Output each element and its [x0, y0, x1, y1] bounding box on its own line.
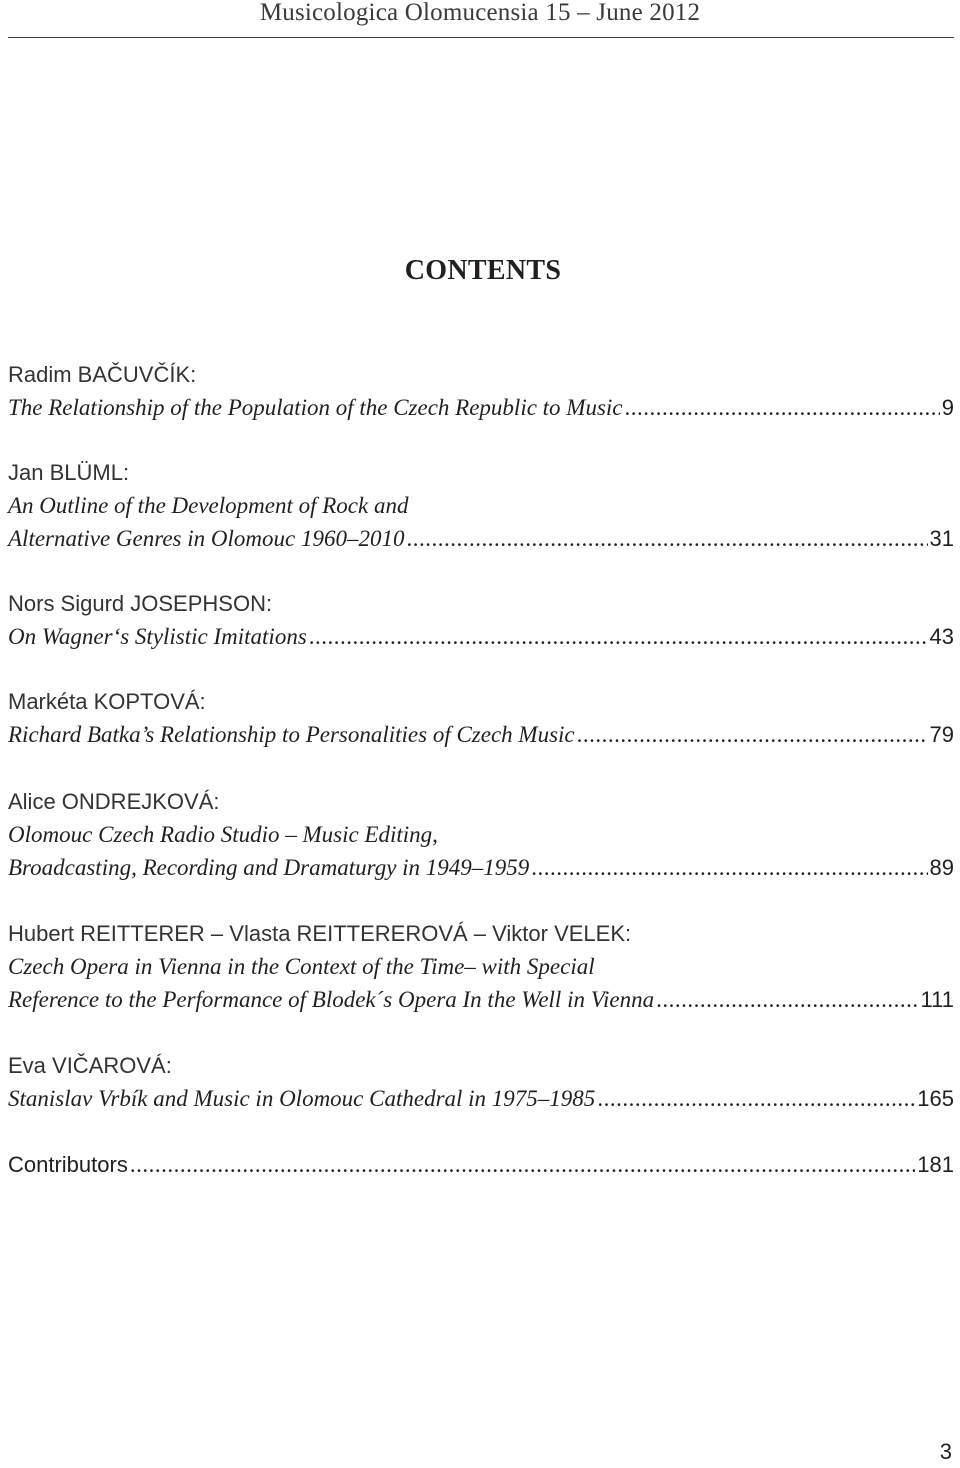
toc-title-line: [8, 522, 954, 555]
toc-author: Eva VIČAROVÁ:: [8, 1053, 172, 1078]
toc-entry: [8, 1049, 954, 1115]
toc-title: An Outline of the Development of Rock and: [8, 493, 409, 518]
toc-title-line: [8, 718, 954, 751]
toc-page-number: 79: [929, 722, 954, 747]
toc-title-line: [8, 1148, 954, 1181]
toc-page-number: 111: [920, 987, 954, 1012]
toc-title: Stanislav Vrbík and Music in Olomouc Cathedral in 1975–1985: [8, 1086, 596, 1111]
toc-entry: [8, 587, 954, 653]
toc-entry: [8, 358, 954, 424]
toc-page-number: 89: [929, 855, 954, 880]
toc-title: Broadcasting, Recording and Dramaturgy in 1949–1959: [8, 855, 530, 880]
toc-page-number: 165: [917, 1086, 954, 1111]
toc-entry: [8, 785, 954, 884]
toc-entry-contributors: [8, 1148, 954, 1181]
toc-author: Nors Sigurd JOSEPHSON:: [8, 591, 273, 616]
toc-title-line: [8, 983, 954, 1016]
toc-title: Olomouc Czech Radio Studio – Music Editing,: [8, 822, 438, 847]
toc-page-number: 43: [929, 624, 954, 649]
toc-title-line: [8, 1082, 954, 1115]
toc-page-number: 9: [941, 395, 954, 420]
toc-author: Markéta KOPTOVÁ:: [8, 689, 206, 714]
toc-title: Czech Opera in Vienna in the Context of the Time– with Special: [8, 954, 595, 979]
toc-title: On Wagner‘s Stylistic Imitations: [8, 624, 307, 649]
dot-leader: [577, 718, 928, 751]
toc-page-number: 181: [917, 1152, 954, 1177]
dot-leader: [130, 1148, 915, 1181]
toc-page-number: 31: [929, 526, 954, 551]
dot-leader: [531, 851, 927, 884]
page-title: CONTENTS: [404, 255, 562, 286]
toc-entry: [8, 685, 954, 751]
dot-leader: [625, 391, 940, 424]
toc-title: Richard Batka’s Relationship to Personalities of Czech Music: [8, 722, 575, 747]
toc-author: Hubert REITTERER – Vlasta REITTEREROVÁ – Viktor VELEK:: [8, 921, 632, 946]
toc-entry: [8, 917, 954, 1016]
dot-leader: [597, 1082, 915, 1115]
toc-author: Radim BAČUVČÍK:: [8, 362, 197, 387]
dot-leader: [406, 522, 927, 555]
toc-author: Alice ONDREJKOVÁ:: [8, 789, 220, 814]
header-rule: [8, 37, 954, 38]
toc-title-line: [8, 391, 954, 424]
toc-title-line: [8, 851, 954, 884]
toc-author: Jan BLÜML:: [8, 460, 130, 485]
toc-title: Alternative Genres in Olomouc 1960–2010: [8, 526, 405, 551]
running-header: Musicologica Olomucensia 15 – June 2012: [259, 0, 701, 26]
page-number: 3: [939, 1439, 952, 1464]
toc-title-line: [8, 620, 954, 653]
dot-leader: [656, 983, 918, 1016]
toc-entry: [8, 456, 954, 555]
dot-leader: [309, 620, 928, 653]
contributors-label: Contributors: [8, 1152, 128, 1177]
toc-title: The Relationship of the Population of the Czech Republic to Music: [8, 395, 623, 420]
toc-title: Reference to the Performance of Blodek´s Opera In the Well in Vienna: [8, 987, 655, 1012]
